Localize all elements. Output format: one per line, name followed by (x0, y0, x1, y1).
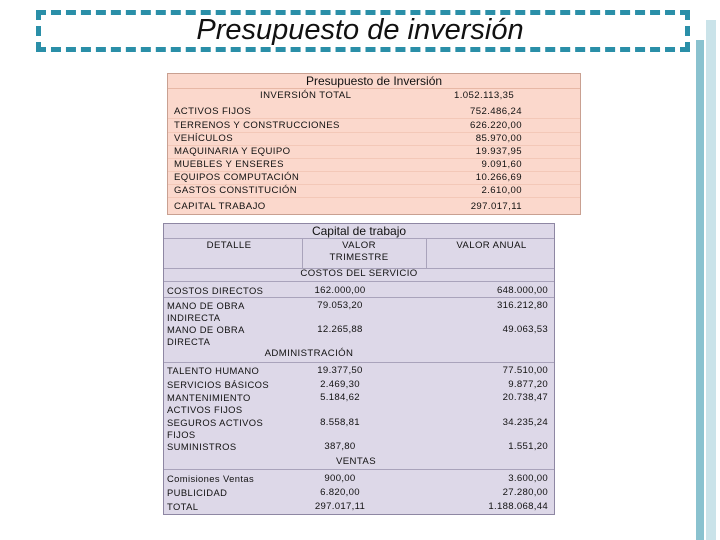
row-quarterly: 387,80 (324, 441, 356, 452)
investment-table (167, 73, 581, 215)
row-value: 19.937,95 (475, 146, 522, 157)
row-annual: 49.063,53 (502, 324, 548, 335)
row-value: 626.220,00 (469, 120, 522, 131)
row-annual: 316.212,80 (496, 300, 548, 311)
row-label: SUMINISTROS (167, 441, 237, 452)
row-quarterly: 8.558,81 (320, 417, 360, 428)
section-sales: VENTAS (335, 456, 377, 467)
table-row (168, 105, 580, 119)
row-quarterly: 297.017,11 (314, 501, 366, 512)
decorative-bar-right-light (706, 20, 716, 540)
row-label: GASTOS CONSTITUCIÓN (174, 185, 298, 196)
row-annual: 27.280,00 (502, 487, 548, 498)
header-detail: DETALLE (206, 240, 252, 251)
row-label: CAPITAL TRABAJO (174, 201, 266, 212)
divider (164, 362, 554, 363)
row-label: SEGUROS ACTIVOS FIJOS (167, 417, 264, 440)
row-value: 9.091,60 (481, 159, 522, 170)
header-quarterly: VALOR TRIMESTRE (329, 240, 389, 263)
row-value: 10.266,69 (475, 172, 522, 183)
row-label: PUBLICIDAD (167, 487, 228, 498)
divider (426, 238, 427, 268)
table-row (168, 132, 580, 146)
section-administration: ADMINISTRACIÓN (264, 348, 354, 359)
investment-table-title: Presupuesto de Inversión (168, 74, 580, 89)
table-row (168, 158, 580, 172)
row-value: 297.017,11 (470, 201, 522, 212)
row-label: EQUIPOS COMPUTACIÓN (174, 172, 300, 183)
decorative-bar-right (696, 40, 704, 540)
working-capital-table (163, 223, 555, 515)
row-annual: 9.877,20 (508, 379, 548, 390)
row-annual: 3.600,00 (508, 473, 548, 484)
row-annual: 1.188.068,44 (488, 501, 548, 512)
row-annual: 34.235,24 (502, 417, 548, 428)
row-quarterly: 79.053,20 (317, 300, 363, 311)
row-label: VEHÍCULOS (174, 133, 234, 144)
row-label: TOTAL (167, 501, 199, 512)
row-value: 2.610,00 (481, 185, 522, 196)
row-value: 752.486,24 (469, 106, 522, 117)
table-row (168, 171, 580, 185)
row-quarterly: 19.377,50 (317, 365, 363, 376)
table-row (168, 184, 580, 198)
divider (164, 469, 554, 470)
row-label: MANO DE OBRA DIRECTA (167, 324, 245, 347)
row-quarterly: 162.000,00 (314, 285, 366, 296)
row-label: MAQUINARIA Y EQUIPO (174, 146, 291, 157)
row-label: TERRENOS Y CONSTRUCCIONES (174, 120, 340, 131)
row-annual: 20.738,47 (502, 392, 548, 403)
row-label: MUEBLES Y ENSERES (174, 159, 284, 170)
row-annual: 77.510,00 (502, 365, 548, 376)
slide-title: Presupuesto de inversión (196, 14, 524, 46)
row-label: Comisiones Ventas (167, 473, 255, 484)
row-value: 85.970,00 (475, 133, 522, 144)
table-row (168, 119, 580, 133)
row-quarterly: 12.265,88 (317, 324, 363, 335)
row-label: COSTOS DIRECTOS (167, 285, 264, 296)
row-quarterly: 6.820,00 (320, 487, 360, 498)
row-label: TALENTO HUMANO (167, 365, 260, 376)
row-label: MANO DE OBRA INDIRECTA (167, 300, 245, 323)
working-capital-title: Capital de trabajo (311, 224, 407, 238)
divider (164, 297, 554, 298)
divider (164, 238, 554, 239)
investment-total-label: INVERSIÓN TOTAL (260, 90, 352, 101)
row-annual: 1.551,20 (508, 441, 548, 452)
row-label: ACTIVOS FIJOS (174, 106, 252, 117)
section-service-costs: COSTOS DEL SERVICIO (300, 268, 418, 279)
row-quarterly: 900,00 (324, 473, 356, 484)
table-row (168, 200, 580, 213)
investment-total-value: 1.052.113,35 (454, 90, 515, 101)
header-annual: VALOR ANUAL (456, 240, 527, 251)
row-label: MANTENIMIENTO ACTIVOS FIJOS (167, 392, 251, 415)
row-quarterly: 5.184,62 (320, 392, 360, 403)
table-row (168, 145, 580, 159)
row-label: SERVICIOS BÁSICOS (167, 379, 269, 390)
divider (164, 281, 554, 282)
divider (302, 238, 303, 268)
row-annual: 648.000,00 (496, 285, 548, 296)
row-quarterly: 2.469,30 (320, 379, 360, 390)
